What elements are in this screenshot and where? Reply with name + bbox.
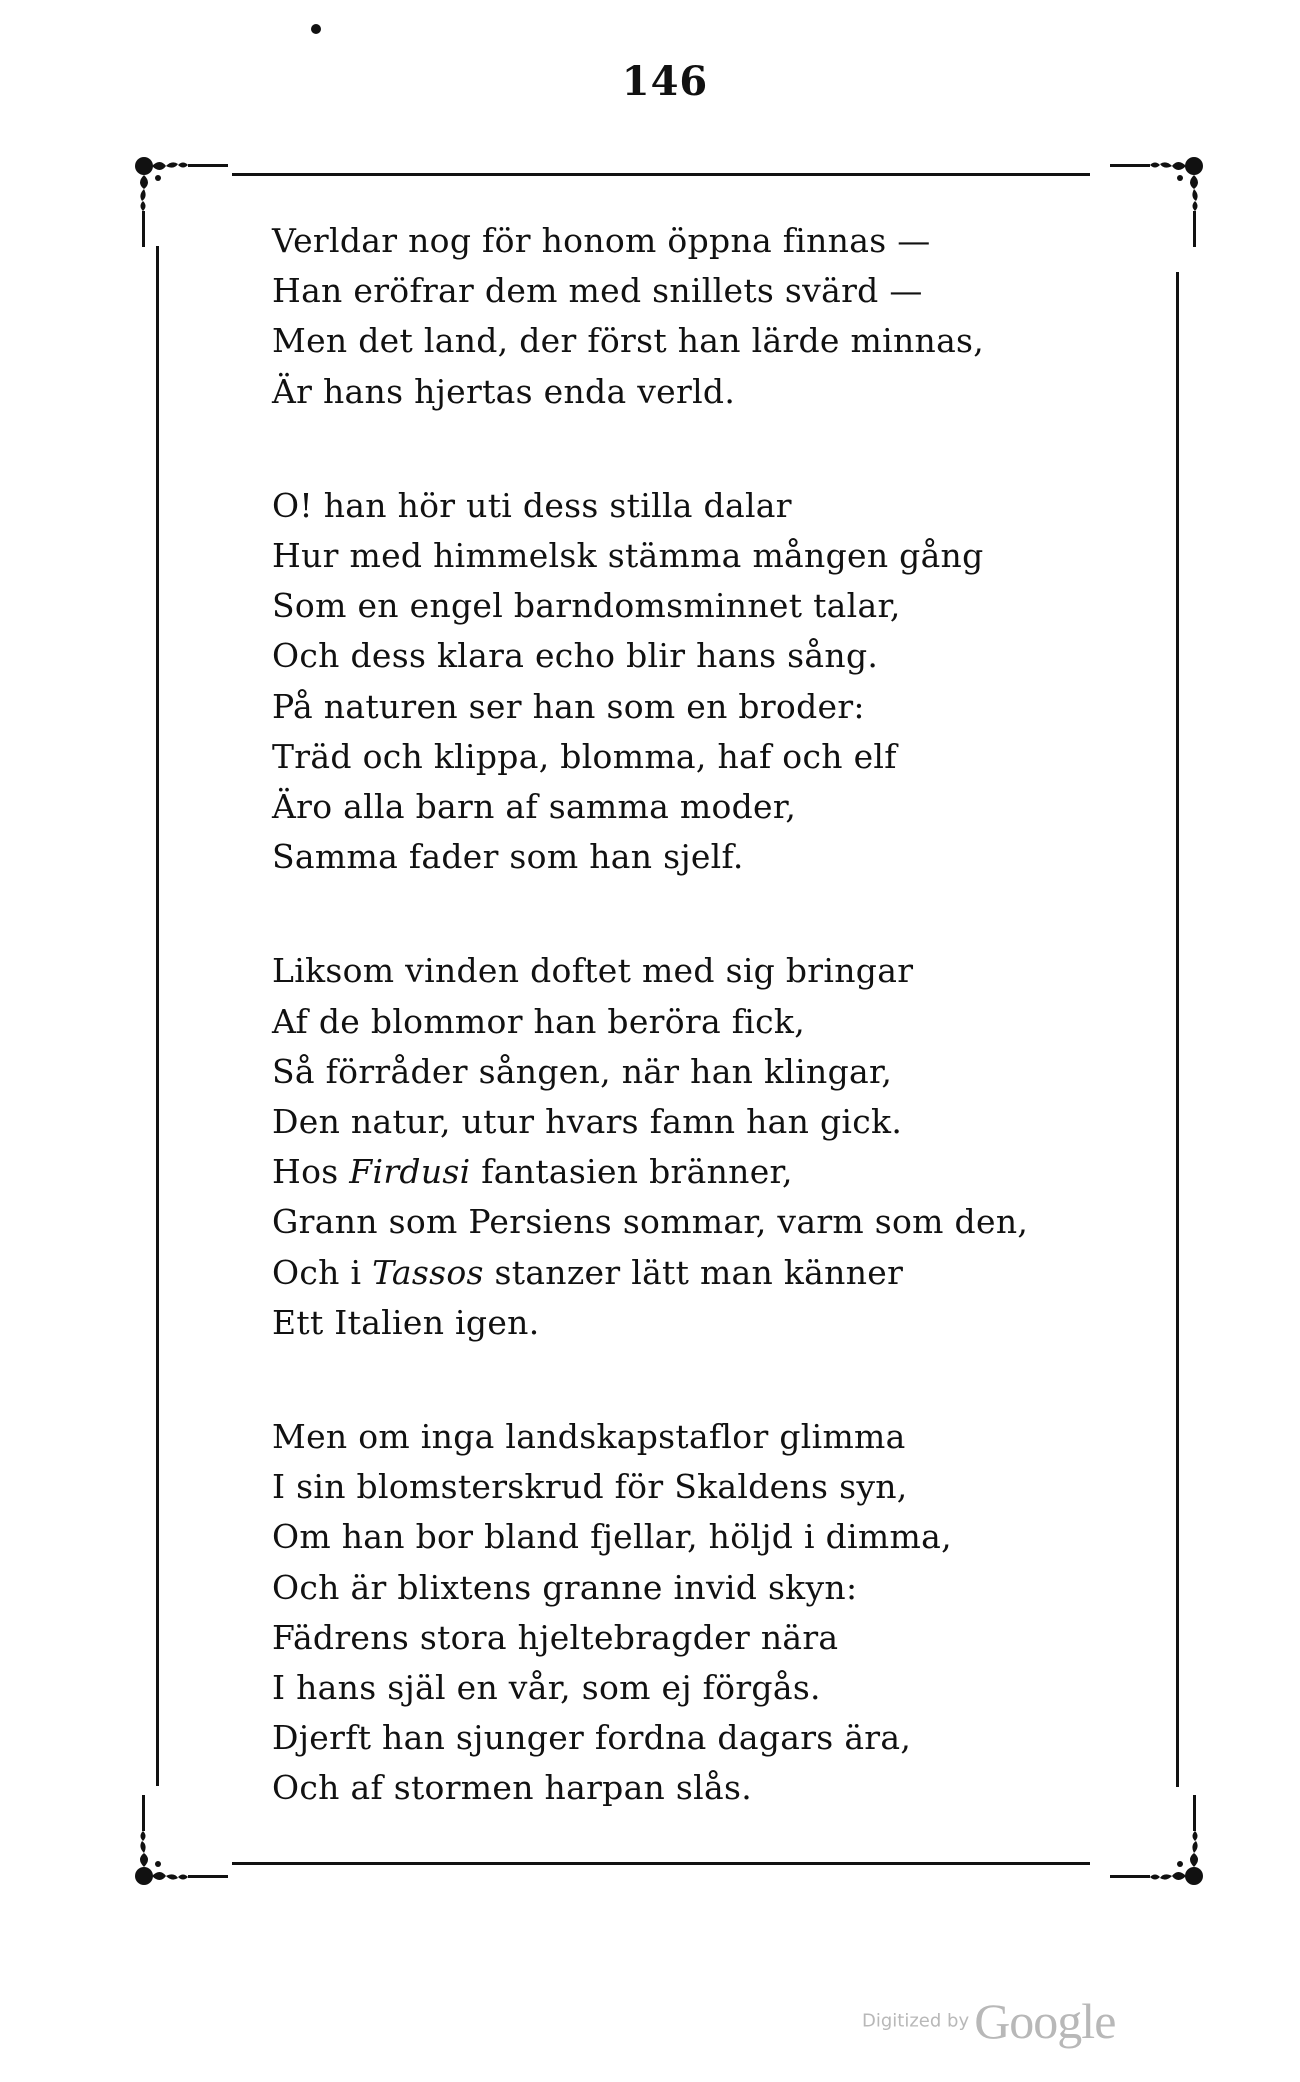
left-border-rule — [156, 246, 159, 1786]
floral-corner-icon — [1098, 1784, 1208, 1894]
verse-line: Om han bor bland fjellar, höljd i dimma, — [272, 1517, 952, 1557]
verse-line-firdusi — [272, 1147, 1072, 1197]
floral-corner-icon — [130, 1784, 240, 1894]
verse-line: Af de blommor han beröra fick, — [272, 1001, 806, 1041]
verse-line: Är hans hjertas enda verld. — [272, 371, 736, 411]
poet-name-firdusi: Firdusi — [349, 1152, 471, 1192]
verse-text: stanzer lätt man känner — [483, 1252, 904, 1292]
verse-line: Äro alla barn af samma moder, — [272, 787, 797, 827]
verse-line: I hans själ en vår, som ej förgås. — [272, 1668, 821, 1708]
verse-line: Verldar nog för honom öppna finnas — — [272, 221, 931, 260]
watermark-prefix: Digitized by — [862, 2010, 970, 2032]
verse-line: Och dess klara echo blir hans sång. — [272, 636, 879, 676]
right-border-rule — [1176, 272, 1179, 1787]
verse-line: Han eröfrar dem med snillets svärd — — [272, 271, 923, 311]
verse-line: Grann som Persiens sommar, varm som den, — [272, 1202, 1029, 1242]
top-border-rule — [232, 173, 1090, 176]
verse-line: Och är blixtens granne invid skyn: — [272, 1567, 858, 1607]
verse-line-tassos — [272, 1248, 1072, 1298]
poet-name-tassos: Tassos — [372, 1252, 484, 1292]
verse-line: Men det land, der först han lärde minnas, — [272, 321, 985, 361]
verse-text: Och i — [272, 1252, 373, 1292]
verse-line: Ett Italien igen. — [272, 1302, 540, 1342]
verse-text: Hos — [272, 1152, 350, 1192]
stanza-1 — [272, 216, 1072, 417]
digitized-by-watermark — [862, 1992, 1162, 2050]
verse-line: I sin blomsterskrud för Skaldens syn, — [272, 1467, 908, 1507]
verse-line: Som en engel barndomsminnet talar, — [272, 586, 901, 626]
verse-line: Men om inga landskapstaflor glimma — [272, 1417, 906, 1457]
floral-corner-icon — [1098, 148, 1208, 258]
verse-line: Träd och klippa, blomma, haf och elf — [272, 736, 897, 776]
verse-line: O! han hör uti dess stilla dalar — [272, 485, 792, 525]
verse-line: Fädrens stora hjeltebragder nära — [272, 1617, 839, 1657]
watermark-brand: Google — [974, 1993, 1116, 2049]
floral-corner-icon — [130, 148, 240, 258]
verse-text: fantasien bränner, — [470, 1152, 793, 1192]
stanza-4 — [272, 1412, 1072, 1814]
verse-line: Samma fader som han sjelf. — [272, 837, 744, 877]
verse-line: Och af stormen harpan slås. — [272, 1768, 752, 1808]
verse-line: Den natur, utur hvars famn han gick. — [272, 1102, 903, 1142]
verse-line: Liksom vinden doftet med sig bringar — [272, 951, 914, 991]
poem-body — [272, 216, 1072, 1878]
verse-line: Hur med himmelsk stämma mången gång — [272, 536, 984, 576]
page-dot-mark — [311, 24, 321, 34]
verse-line: Så förråder sången, när han klingar, — [272, 1051, 893, 1091]
page-number: 146 — [621, 58, 709, 105]
verse-line: Djerft han sjunger fordna dagars ära, — [272, 1718, 912, 1758]
stanza-2 — [272, 481, 1072, 883]
stanza-3 — [272, 946, 1072, 1348]
verse-line: På naturen ser han som en broder: — [272, 686, 865, 726]
